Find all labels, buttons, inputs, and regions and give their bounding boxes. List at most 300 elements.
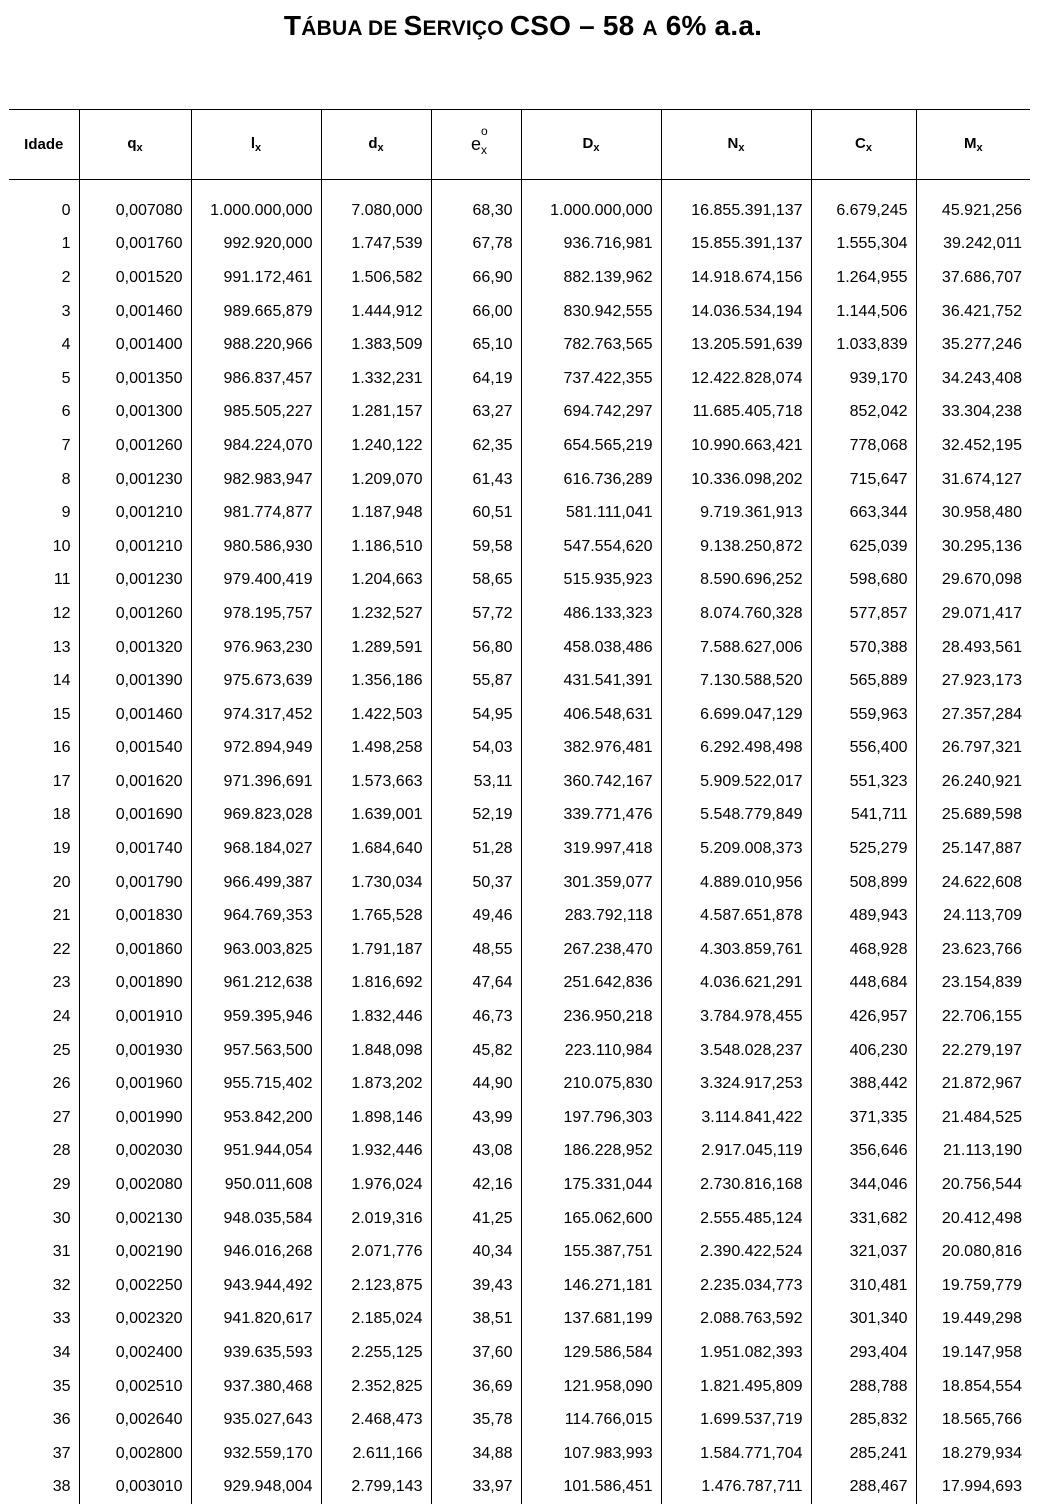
cell-Cx: 371,335 [811,1101,916,1135]
cell-dx: 1.765,528 [321,899,431,933]
cell-ex: 43,99 [431,1101,521,1135]
cell-Mx: 31.674,127 [916,463,1030,497]
cell-Dx: 737.422,355 [521,362,661,396]
cell-Nx: 5.548.779,849 [661,799,811,833]
cell-Mx: 19.449,298 [916,1303,1030,1337]
cell-qx: 0,001760 [79,228,191,262]
cell-ex: 64,19 [431,362,521,396]
table-row [9,328,1030,362]
cell-Dx: 486.133,323 [521,597,661,631]
table-row [9,1336,1030,1370]
cell-ex: 50,37 [431,866,521,900]
cell-Mx: 30.295,136 [916,530,1030,564]
cell-ex: 61,43 [431,463,521,497]
table-row [9,631,1030,665]
cell-dx: 2.799,143 [321,1471,431,1505]
cell-Cx: 663,344 [811,496,916,530]
cell-Nx: 12.422.828,074 [661,362,811,396]
cell-qx: 0,002080 [79,1168,191,1202]
table-row [9,295,1030,329]
cell-Mx: 18.565,766 [916,1403,1030,1437]
cell-qx: 0,001930 [79,1034,191,1068]
cell-lx: 951.944,054 [191,1135,321,1169]
cell-ex: 46,73 [431,1000,521,1034]
cell-Dx: 165.062,600 [521,1202,661,1236]
cell-ex: 67,78 [431,228,521,262]
cell-Cx: 551,323 [811,765,916,799]
cell-idade: 26 [52,1075,71,1093]
cell-Mx: 36.421,752 [916,295,1030,329]
cell-qx: 0,001790 [79,866,191,900]
cell-Dx: 782.763,565 [521,328,661,362]
cell-dx: 1.573,663 [321,765,431,799]
cell-Dx: 654.565,219 [521,429,661,463]
cell-lx: 946.016,268 [191,1235,321,1269]
cell-Cx: 285,241 [811,1437,916,1471]
cell-Nx: 2.917.045,119 [661,1135,811,1169]
cell-ex: 44,90 [431,1067,521,1101]
cell-Dx: 515.935,923 [521,564,661,598]
cell-idade: 33 [52,1310,71,1328]
cell-dx: 2.185,024 [321,1303,431,1337]
table-row [9,1437,1030,1471]
table-row [9,1303,1030,1337]
cell-qx: 0,002250 [79,1269,191,1303]
cell-Mx: 28.493,561 [916,631,1030,665]
cell-qx: 0,002130 [79,1202,191,1236]
cell-qx: 0,001860 [79,933,191,967]
cell-Mx: 24.622,608 [916,866,1030,900]
cell-ex: 45,82 [431,1034,521,1068]
cell-lx: 988.220,966 [191,328,321,362]
cell-Nx: 3.784.978,455 [661,1000,811,1034]
cell-dx: 1.932,446 [321,1135,431,1169]
cell-lx: 972.894,949 [191,732,321,766]
cell-Dx: 210.075,830 [521,1067,661,1101]
cell-Nx: 14.036.534,194 [661,295,811,329]
cell-lx: 976.963,230 [191,631,321,665]
cell-qx: 0,002510 [79,1370,191,1404]
cell-dx: 1.791,187 [321,933,431,967]
cell-Cx: 565,889 [811,664,916,698]
cell-dx: 1.383,509 [321,328,431,362]
cell-dx: 2.019,316 [321,1202,431,1236]
cell-idade: 17 [52,772,71,790]
cell-Cx: 285,832 [811,1403,916,1437]
cell-Cx: 448,684 [811,967,916,1001]
cell-Dx: 223.110,984 [521,1034,661,1068]
cell-lx: 980.586,930 [191,530,321,564]
cell-lx: 966.499,387 [191,866,321,900]
cell-Mx: 35.277,246 [916,328,1030,362]
cell-Nx: 8.074.760,328 [661,597,811,631]
cell-idade: 6 [61,403,71,421]
cell-dx: 1.730,034 [321,866,431,900]
cell-dx: 1.873,202 [321,1067,431,1101]
cell-lx: 969.823,028 [191,799,321,833]
cell-qx: 0,002800 [79,1437,191,1471]
cell-Mx: 39.242,011 [916,228,1030,262]
cell-idade: 13 [52,638,71,656]
cell-Cx: 301,340 [811,1303,916,1337]
cell-Nx: 7.588.627,006 [661,631,811,665]
cell-Cx: 939,170 [811,362,916,396]
cell-Nx: 1.821.495,809 [661,1370,811,1404]
cell-idade: 23 [52,974,71,992]
cell-Nx: 1.951.082,393 [661,1336,811,1370]
cell-lx: 937.380,468 [191,1370,321,1404]
cell-Nx: 3.114.841,422 [661,1101,811,1135]
table-row [9,765,1030,799]
cell-qx: 0,007080 [79,180,191,228]
cell-Mx: 25.689,598 [916,799,1030,833]
cell-Mx: 24.113,709 [916,899,1030,933]
cell-qx: 0,001260 [79,597,191,631]
cell-qx: 0,001400 [79,328,191,362]
cell-Dx: 186.228,952 [521,1135,661,1169]
cell-Nx: 4.587.651,878 [661,899,811,933]
cell-lx: 992.920,000 [191,228,321,262]
cell-lx: 985.505,227 [191,396,321,430]
cell-Nx: 5.209.008,373 [661,832,811,866]
cell-Cx: 288,788 [811,1370,916,1404]
header-lx: $l_x$ [191,110,321,180]
cell-ex: 58,65 [431,564,521,598]
cell-dx: 1.186,510 [321,530,431,564]
cell-dx: 2.255,125 [321,1336,431,1370]
cell-Nx: 4.889.010,956 [661,866,811,900]
cell-lx: 974.317,452 [191,698,321,732]
cell-idade: 37 [52,1444,71,1462]
cell-Nx: 2.730.816,168 [661,1168,811,1202]
cell-qx: 0,002400 [79,1336,191,1370]
cell-ex: 65,10 [431,328,521,362]
cell-lx: 971.396,691 [191,765,321,799]
cell-dx: 1.356,186 [321,664,431,698]
cell-dx: 2.123,875 [321,1269,431,1303]
cell-dx: 1.816,692 [321,967,431,1001]
cell-Nx: 2.390.422,524 [661,1235,811,1269]
cell-Cx: 426,957 [811,1000,916,1034]
cell-lx: 959.395,946 [191,1000,321,1034]
cell-Cx: 468,928 [811,933,916,967]
cell-Mx: 22.279,197 [916,1034,1030,1068]
cell-Dx: 155.387,751 [521,1235,661,1269]
cell-ex: 68,30 [431,180,521,228]
table-row [9,362,1030,396]
cell-Dx: 882.139,962 [521,261,661,295]
cell-dx: 1.209,070 [321,463,431,497]
cell-lx: 991.172,461 [191,261,321,295]
cell-Dx: 129.586,584 [521,1336,661,1370]
cell-qx: 0,001210 [79,530,191,564]
table-row [9,1235,1030,1269]
cell-idade: 8 [61,470,71,488]
table-row [9,530,1030,564]
cell-Mx: 17.994,693 [916,1471,1030,1505]
cell-lx: 929.948,004 [191,1471,321,1505]
cell-qx: 0,001520 [79,261,191,295]
mortality-table-container [9,109,1030,1504]
table-row [9,1000,1030,1034]
header-Dx: $D_x$ [521,110,661,180]
cell-Nx: 9.719.361,913 [661,496,811,530]
cell-Cx: 1.264,955 [811,261,916,295]
cell-dx: 1.281,157 [321,396,431,430]
table-row [9,732,1030,766]
cell-idade: 0 [61,201,71,219]
cell-ex: 53,11 [431,765,521,799]
cell-dx: 1.639,001 [321,799,431,833]
table-row [9,1168,1030,1202]
cell-Nx: 4.303.859,761 [661,933,811,967]
cell-Dx: 175.331,044 [521,1168,661,1202]
cell-Nx: 10.336.098,202 [661,463,811,497]
cell-Mx: 21.113,190 [916,1135,1030,1169]
cell-qx: 0,001620 [79,765,191,799]
cell-Dx: 197.796,303 [521,1101,661,1135]
cell-idade: 10 [52,537,71,555]
cell-Dx: 547.554,620 [521,530,661,564]
cell-Dx: 406.548,631 [521,698,661,732]
cell-Cx: 852,042 [811,396,916,430]
cell-Dx: 339.771,476 [521,799,661,833]
cell-Dx: 146.271,181 [521,1269,661,1303]
cell-ex: 60,51 [431,496,521,530]
cell-idade: 38 [52,1478,71,1496]
table-row [9,180,1030,228]
cell-ex: 54,95 [431,698,521,732]
cell-Nx: 1.699.537,719 [661,1403,811,1437]
cell-Dx: 458.038,486 [521,631,661,665]
cell-qx: 0,001460 [79,698,191,732]
cell-Cx: 321,037 [811,1235,916,1269]
cell-qx: 0,001390 [79,664,191,698]
cell-ex: 59,58 [431,530,521,564]
cell-Cx: 778,068 [811,429,916,463]
cell-Cx: 508,899 [811,866,916,900]
cell-Dx: 121.958,090 [521,1370,661,1404]
cell-Mx: 25.147,887 [916,832,1030,866]
cell-Cx: 293,404 [811,1336,916,1370]
cell-Dx: 936.716,981 [521,228,661,262]
cell-lx: 963.003,825 [191,933,321,967]
cell-lx: 955.715,402 [191,1067,321,1101]
cell-dx: 1.187,948 [321,496,431,530]
cell-dx: 1.747,539 [321,228,431,262]
cell-lx: 989.665,879 [191,295,321,329]
cell-qx: 0,001910 [79,1000,191,1034]
table-row [9,1269,1030,1303]
cell-Dx: 694.742,297 [521,396,661,430]
cell-qx: 0,001300 [79,396,191,430]
cell-Mx: 18.279,934 [916,1437,1030,1471]
cell-ex: 39,43 [431,1269,521,1303]
cell-dx: 1.444,912 [321,295,431,329]
cell-Nx: 16.855.391,137 [661,180,811,228]
cell-lx: 935.027,643 [191,1403,321,1437]
cell-lx: 943.944,492 [191,1269,321,1303]
cell-Cx: 598,680 [811,564,916,598]
cell-lx: 978.195,757 [191,597,321,631]
cell-lx: 964.769,353 [191,899,321,933]
table-row [9,1067,1030,1101]
cell-qx: 0,001260 [79,429,191,463]
cell-idade: 4 [61,336,71,354]
cell-Cx: 1.144,506 [811,295,916,329]
cell-dx: 1.848,098 [321,1034,431,1068]
cell-qx: 0,001830 [79,899,191,933]
cell-Cx: 6.679,245 [811,180,916,228]
cell-Mx: 29.670,098 [916,564,1030,598]
cell-idade: 3 [61,302,71,320]
cell-Mx: 26.240,921 [916,765,1030,799]
cell-lx: 984.224,070 [191,429,321,463]
page-title: TÁBUA DE SERVIÇO CSO – 58 A 6% a.a. [283,10,763,41]
cell-Mx: 21.872,967 [916,1067,1030,1101]
cell-Nx: 8.590.696,252 [661,564,811,598]
cell-Nx: 5.909.522,017 [661,765,811,799]
cell-ex: 63,27 [431,396,521,430]
cell-lx: 953.842,200 [191,1101,321,1135]
cell-idade: 16 [52,739,71,757]
cell-ex: 41,25 [431,1202,521,1236]
cell-ex: 56,80 [431,631,521,665]
cell-qx: 0,002640 [79,1403,191,1437]
cell-dx: 1.289,591 [321,631,431,665]
cell-Cx: 556,400 [811,732,916,766]
cell-lx: 968.184,027 [191,832,321,866]
cell-Mx: 20.080,816 [916,1235,1030,1269]
cell-qx: 0,001230 [79,463,191,497]
cell-qx: 0,001690 [79,799,191,833]
cell-qx: 0,002190 [79,1235,191,1269]
cell-lx: 979.400,419 [191,564,321,598]
cell-Mx: 21.484,525 [916,1101,1030,1135]
header-Nx: $N_x$ [661,110,811,180]
table-row [9,228,1030,262]
cell-idade: 21 [52,907,71,925]
cell-idade: 36 [52,1411,71,1429]
cell-Mx: 19.147,958 [916,1336,1030,1370]
cell-lx: 939.635,593 [191,1336,321,1370]
cell-idade: 34 [52,1343,71,1361]
cell-Dx: 581.111,041 [521,496,661,530]
cell-idade: 12 [52,604,71,622]
cell-ex: 33,97 [431,1471,521,1505]
cell-Nx: 9.138.250,872 [661,530,811,564]
cell-Cx: 525,279 [811,832,916,866]
cell-ex: 51,28 [431,832,521,866]
cell-ex: 48,55 [431,933,521,967]
cell-Mx: 32.452,195 [916,429,1030,463]
cell-qx: 0,001540 [79,732,191,766]
cell-ex: 49,46 [431,899,521,933]
cell-ex: 37,60 [431,1336,521,1370]
cell-Cx: 388,442 [811,1067,916,1101]
cell-Nx: 2.088.763,592 [661,1303,811,1337]
cell-idade: 22 [52,940,71,958]
cell-Dx: 267.238,470 [521,933,661,967]
cell-lx: 941.820,617 [191,1303,321,1337]
cell-idade: 20 [52,873,71,891]
cell-Dx: 1.000.000,000 [521,180,661,228]
cell-dx: 2.352,825 [321,1370,431,1404]
cell-dx: 7.080,000 [321,180,431,228]
cell-qx: 0,001230 [79,564,191,598]
cell-ex: 34,88 [431,1437,521,1471]
cell-dx: 1.232,527 [321,597,431,631]
cell-dx: 1.498,258 [321,732,431,766]
cell-dx: 1.240,122 [321,429,431,463]
cell-lx: 982.983,947 [191,463,321,497]
cell-idade: 18 [52,806,71,824]
cell-Nx: 3.548.028,237 [661,1034,811,1068]
cell-idade: 9 [61,504,71,522]
cell-ex: 43,08 [431,1135,521,1169]
cell-Cx: 559,963 [811,698,916,732]
header-ex: e o x [431,110,521,180]
table-row [9,1471,1030,1505]
cell-ex: 40,34 [431,1235,521,1269]
cell-idade: 24 [52,1008,71,1026]
cell-idade: 1 [61,235,71,253]
cell-dx: 1.976,024 [321,1168,431,1202]
cell-dx: 1.204,663 [321,564,431,598]
table-row [9,1403,1030,1437]
cell-Cx: 288,467 [811,1471,916,1505]
cell-idade: 7 [61,436,71,454]
cell-Nx: 1.584.771,704 [661,1437,811,1471]
cell-dx: 1.684,640 [321,832,431,866]
header-Cx: $C_x$ [811,110,916,180]
cell-Mx: 18.854,554 [916,1370,1030,1404]
cell-Cx: 489,943 [811,899,916,933]
cell-Cx: 1.033,839 [811,328,916,362]
cell-Nx: 7.130.588,520 [661,664,811,698]
cell-ex: 47,64 [431,967,521,1001]
table-row [9,832,1030,866]
cell-Nx: 15.855.391,137 [661,228,811,262]
cell-Dx: 107.983,993 [521,1437,661,1471]
cell-Dx: 319.997,418 [521,832,661,866]
cell-ex: 62,35 [431,429,521,463]
cell-Mx: 26.797,321 [916,732,1030,766]
cell-idade: 11 [53,571,71,589]
cell-Cx: 1.555,304 [811,228,916,262]
header-Mx: $M_x$ [916,110,1030,180]
table-row [9,967,1030,1001]
cell-idade: 2 [61,268,71,286]
cell-qx: 0,002030 [79,1135,191,1169]
cell-Cx: 356,646 [811,1135,916,1169]
cell-Dx: 360.742,167 [521,765,661,799]
cell-qx: 0,001990 [79,1101,191,1135]
cell-Mx: 27.357,284 [916,698,1030,732]
cell-Cx: 541,711 [811,799,916,833]
mortality-table [9,109,1030,1504]
cell-Cx: 406,230 [811,1034,916,1068]
cell-Nx: 14.918.674,156 [661,261,811,295]
cell-Dx: 283.792,118 [521,899,661,933]
table-row [9,1370,1030,1404]
cell-Dx: 382.976,481 [521,732,661,766]
cell-Mx: 22.706,155 [916,1000,1030,1034]
table-row [9,396,1030,430]
cell-Cx: 577,857 [811,597,916,631]
cell-ex: 66,90 [431,261,521,295]
table-row [9,1202,1030,1236]
